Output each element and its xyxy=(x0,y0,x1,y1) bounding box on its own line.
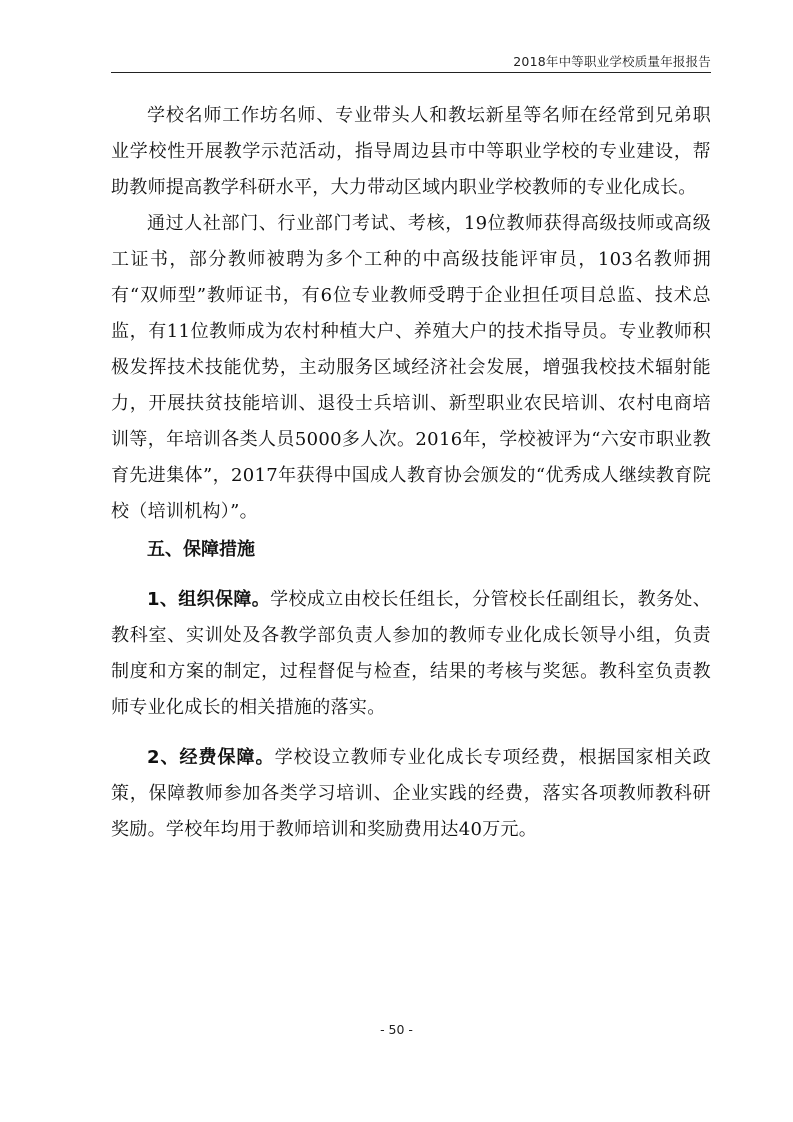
body-paragraph: 学校名师工作坊名师、专业带头人和教坛新星等名师在经常到兄弟职业学校性开展教学示范活动，指导周边县市中等职业学校的专业建设，帮助教师提高教学科研水平，大力带动区域内职业学校教师的专业化成长。 xyxy=(111,105,711,198)
body-paragraph: 通过人社部门、行业部门考试、考核，19位教师获得高级技师或高级工证书，部分教师被聘为多个工种的中高级技能评审员，103名教师拥有“双师型”教师证书，有6位专业教师受聘于企业担任项目总监、技术总监，有11位教师成为农村种植大户、养殖大户的技术指导员。专业教师积极发挥技术技能优势，主动服务区域经济社会发展，增强我校技术辐射能力，开展扶贫技能培训、退役士兵培训、新型职业农民培训、农村电商培训等，年培训各类人员5000多人次。2016年，学校被评为“六安市职业教育先进集体”，2017年获得中国成人教育协会颁发的“优秀成人继续教育院校（培训机构）”。 xyxy=(111,213,711,522)
measure-lead: 1、组织保障。 xyxy=(147,589,271,610)
header-divider xyxy=(111,72,711,73)
running-header: 2018年中等职业学校质量年报报告 xyxy=(513,54,711,69)
measure-text: 学校成立由校长任组长，分管校长任副组长，教务处、教科室、实训处及各教学部负责人参加的教师专业化成长领导小组，负责制度和方案的制定，过程督促与检查，结果的考核与奖惩。教科室负责教师专业化成长的相关措施的落实。 xyxy=(111,589,712,718)
measure-paragraph xyxy=(111,582,711,726)
measure-lead: 2、经费保障。 xyxy=(147,747,275,768)
section-heading: 五、保障措施 xyxy=(147,539,255,560)
measure-text: 学校设立教师专业化成长专项经费，根据国家相关政策，保障教师参加各类学习培训、企业实践的经费，落实各项教师教科研奖励。学校年均用于教师培训和奖励费用达40万元。 xyxy=(111,747,712,840)
page-body xyxy=(111,98,711,848)
page-number: - 50 - xyxy=(380,1022,413,1037)
measure-paragraph xyxy=(111,740,711,848)
